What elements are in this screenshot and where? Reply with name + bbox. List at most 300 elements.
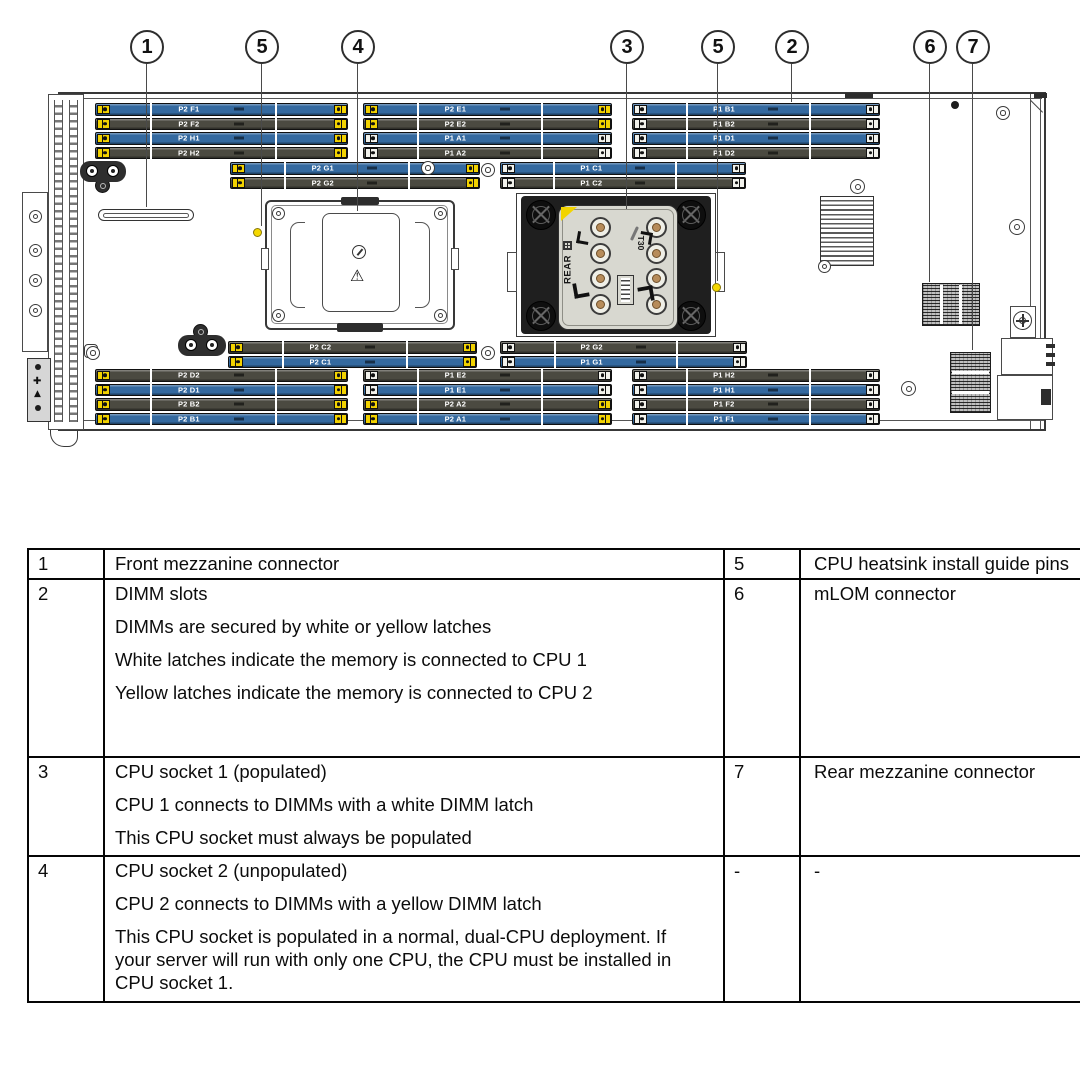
- table-text: CPU socket 2 (unpopulated): [115, 860, 348, 881]
- dimm-latch-icon: [634, 134, 647, 144]
- slot-divider: [275, 147, 277, 160]
- panel-button-icon: [35, 405, 41, 411]
- slot-notch: [234, 151, 244, 154]
- dimm-slot-label: P2 G1: [311, 163, 334, 173]
- dimm-slot-label: P1 B2: [713, 119, 735, 128]
- heatsink-screw-icon: [646, 243, 667, 264]
- dimm-latch-icon: [334, 134, 347, 144]
- cpu-heatsink-guide-pin: [253, 228, 262, 237]
- panel-button-icon: [35, 364, 41, 370]
- heatsink-screw-icon: [590, 243, 611, 264]
- table-row: [28, 549, 1080, 579]
- dimm-latch-icon: [97, 414, 110, 424]
- board-screw-icon: [901, 381, 916, 396]
- dimm-latch-icon: [97, 148, 110, 158]
- motherboard-diagram: [0, 0, 1080, 470]
- slot-notch: [234, 122, 244, 125]
- rear-mezzanine-divider: [952, 371, 989, 374]
- dimm-latch-icon: [463, 357, 476, 367]
- chassis-top-tab: [845, 93, 873, 98]
- dimm-latch-icon: [97, 371, 110, 381]
- dimm-slot-P2-G1: [230, 162, 480, 175]
- slot-divider: [541, 147, 543, 160]
- callout-number-cell: 2: [28, 579, 104, 757]
- slot-notch: [367, 181, 377, 184]
- slot-divider: [809, 118, 811, 131]
- midplane-pin-column: [54, 100, 63, 422]
- callout-7-circle: 7: [956, 30, 990, 64]
- dimm-slot-label: P2 C1: [309, 357, 332, 366]
- callout-2-circle: 2: [775, 30, 809, 64]
- dimm-slot-P2-C1: [228, 356, 477, 369]
- socket-latch-wing: [415, 222, 430, 308]
- dimm-slot-P2-B1: [95, 413, 348, 426]
- callout-3-circle: 3: [610, 30, 644, 64]
- slot-notch: [365, 346, 375, 349]
- dimm-latch-icon: [502, 178, 515, 188]
- panel-hole: [29, 244, 42, 257]
- socket-corner-screw-icon: [434, 207, 447, 220]
- dimm-latch-icon: [230, 343, 243, 353]
- slot-notch: [500, 137, 510, 140]
- board-screw-icon: [86, 346, 100, 360]
- callout-5-leader-line: [261, 64, 262, 226]
- slot-notch: [768, 403, 778, 406]
- dimm-slot-P1-B1: [632, 103, 880, 116]
- slot-divider: [406, 356, 408, 369]
- dimm-slot-P2-G2: [500, 341, 747, 354]
- dimm-slot-label: P1 D2: [713, 148, 735, 157]
- slot-divider: [809, 147, 811, 160]
- slot-notch: [234, 374, 244, 377]
- slot-divider: [809, 103, 811, 116]
- dimm-slot-P1-D1: [632, 132, 880, 145]
- slot-notch: [768, 417, 778, 420]
- edge-connector-pin: [1046, 344, 1055, 348]
- dimm-slot-label: P2 F1: [178, 104, 200, 114]
- dimm-slot-P1-B2: [632, 118, 880, 131]
- torque-label: T30: [636, 235, 646, 251]
- dimm-slot-P1-H2: [632, 369, 880, 382]
- front-mezzanine-slot: [103, 213, 189, 218]
- dimm-latch-icon: [502, 164, 515, 174]
- description-cell: [104, 579, 724, 757]
- table-row: [28, 757, 1080, 856]
- rear-label: REAR: [562, 255, 574, 284]
- description-cell: [104, 757, 724, 856]
- callout-number-cell: 7: [724, 757, 800, 856]
- bracket-side-tab: [507, 252, 517, 292]
- callout-number-cell: 4: [28, 856, 104, 1002]
- slot-notch: [234, 108, 244, 111]
- dimm-slot-P2-F1: [95, 103, 348, 116]
- dimm-latch-icon: [598, 414, 611, 424]
- dimm-slot-P2-G2: [230, 177, 480, 190]
- slot-notch: [500, 122, 510, 125]
- front-mezzanine-connector: [98, 209, 194, 221]
- dimm-slot-P1-E1: [363, 384, 612, 397]
- description-cell: [800, 856, 1080, 1002]
- heatsink-screw-icon: [590, 294, 611, 315]
- dimm-slot-label: P1 C1: [580, 163, 603, 173]
- dimm-latch-icon: [365, 148, 378, 158]
- dimm-latch-icon: [866, 134, 879, 144]
- table-text: DIMM slots: [115, 583, 208, 604]
- heatsink-center-label: [617, 275, 634, 305]
- dimm-slot-label: P2 F2: [178, 119, 200, 128]
- dimm-slot-label: P1 D1: [713, 133, 735, 143]
- socket-latch-wing: [290, 222, 305, 308]
- table-text: White latches indicate the memory is connected to CPU 1: [115, 649, 587, 670]
- slot-divider: [541, 369, 543, 382]
- callout-number-cell: -: [724, 856, 800, 1002]
- table-text: This CPU socket must always be populated: [115, 827, 472, 848]
- rear-mezzanine-connector: [950, 352, 991, 413]
- table-text: CPU 2 connects to DIMMs with a yellow DIMM latch: [115, 893, 542, 914]
- dimm-latch-icon: [232, 164, 245, 174]
- dimm-latch-icon: [866, 385, 879, 395]
- slot-notch: [635, 181, 645, 184]
- dimm-latch-icon: [598, 134, 611, 144]
- dimm-slot-P2-F2: [95, 118, 348, 131]
- dimm-latch-icon: [598, 148, 611, 158]
- dimm-latch-icon: [97, 105, 110, 115]
- table-text: This CPU socket is populated in a normal, dual-CPU deployment. If your server will run with only one CPU, the CPU must be installed in CPU socket 1.: [115, 926, 672, 993]
- slot-notch: [234, 417, 244, 420]
- dimm-latch-icon: [634, 414, 647, 424]
- heatsink-corner-post: [676, 200, 706, 230]
- description-cell: [800, 549, 1080, 579]
- table-text: CPU heatsink install guide pins: [814, 553, 1070, 574]
- panel-hole: [29, 210, 42, 223]
- socket-top-tab: [341, 197, 379, 205]
- dimm-slot-label: P2 H2: [177, 148, 200, 157]
- socket-corner-screw-icon: [272, 207, 285, 220]
- slot-divider: [275, 118, 277, 131]
- dimm-slot-P2-D2: [95, 369, 348, 382]
- dimm-slot-label: P1 F2: [713, 399, 735, 409]
- chassis-top-tab-2: [1034, 93, 1047, 98]
- callout-5-circle: 5: [245, 30, 279, 64]
- table-text: Yellow latches indicate the memory is connected to CPU 2: [115, 682, 593, 703]
- boss-screw-icon: [107, 165, 119, 177]
- table-text: DIMMs are secured by white or yellow latches: [115, 616, 492, 637]
- slot-notch: [234, 137, 244, 140]
- dimm-latch-icon: [232, 178, 245, 188]
- dimm-slot-P2-A1: [363, 413, 612, 426]
- dimm-latch-icon: [634, 371, 647, 381]
- heatsink-corner-post: [526, 200, 556, 230]
- slot-divider: [408, 162, 410, 175]
- dimm-slot-label: P1 A2: [444, 148, 467, 157]
- edge-connector-key: [1041, 389, 1051, 405]
- slot-divider: [541, 103, 543, 116]
- dimm-latch-icon: [365, 371, 378, 381]
- table-text: Rear mezzanine connector: [814, 761, 1036, 782]
- dimm-slot-P2-E2: [363, 118, 612, 131]
- dimm-slot-P1-C1: [500, 162, 746, 175]
- dimm-latch-icon: [334, 119, 347, 129]
- boss-screw-icon: [86, 165, 98, 177]
- callout-1-leader-line: [146, 64, 147, 207]
- callout-number-cell: 1: [28, 549, 104, 579]
- panel-hole: [29, 304, 42, 317]
- dimm-latch-icon: [334, 400, 347, 410]
- dimm-slot-label: P2 E1: [444, 104, 467, 114]
- dimm-latch-icon: [230, 357, 243, 367]
- dimm-slot-P1-E2: [363, 369, 612, 382]
- board-screw-icon: [481, 163, 495, 177]
- dimm-slot-P1-H1: [632, 384, 880, 397]
- torque-sequence-arrow-icon: [576, 231, 590, 245]
- table-text: mLOM connector: [814, 583, 956, 604]
- slot-divider: [275, 369, 277, 382]
- dimm-latch-icon: [732, 164, 745, 174]
- slot-notch: [500, 108, 510, 111]
- slot-notch: [768, 374, 778, 377]
- dimm-latch-icon: [598, 371, 611, 381]
- socket-side-tab: [451, 248, 459, 270]
- dimm-slot-label: P1 B1: [713, 104, 735, 114]
- dimm-latch-icon: [334, 385, 347, 395]
- dimm-slot-P1-F2: [632, 398, 880, 411]
- callout-7-leader-line: [972, 64, 973, 350]
- dimm-slot-label: P1 E1: [444, 385, 467, 394]
- socket-center-screw-icon: [352, 245, 366, 259]
- slot-divider: [275, 103, 277, 116]
- chipset-heatsink: [820, 196, 874, 266]
- heatsink-screw-icon: [590, 268, 611, 289]
- chassis-top-inner-line: [62, 98, 1042, 99]
- dimm-slot-label: P2 D1: [177, 385, 200, 394]
- table-text: -: [814, 860, 821, 881]
- table-row: [28, 856, 1080, 1002]
- dimm-slot-label: P2 D2: [177, 370, 200, 380]
- dimm-latch-icon: [866, 414, 879, 424]
- slot-divider: [408, 177, 410, 190]
- slot-divider: [809, 132, 811, 145]
- slot-divider: [541, 413, 543, 426]
- dimm-slot-P2-B2: [95, 398, 348, 411]
- dimm-latch-icon: [502, 343, 515, 353]
- heatsink-screw-icon: [590, 217, 611, 238]
- slot-divider: [809, 398, 811, 411]
- slot-notch: [500, 403, 510, 406]
- dimm-slot-label: P1 H2: [713, 370, 735, 380]
- dimm-slot-label: P2 E2: [444, 119, 467, 128]
- dimm-latch-icon: [365, 400, 378, 410]
- socket-corner-screw-icon: [434, 309, 447, 322]
- socket-side-tab: [261, 248, 269, 270]
- dimm-latch-icon: [598, 105, 611, 115]
- boss-screw-icon: [206, 339, 218, 351]
- dimm-latch-icon: [97, 385, 110, 395]
- callout-2-leader-line: [791, 64, 792, 102]
- callout-6-leader-line: [929, 64, 930, 282]
- callout-number-cell: 5: [724, 549, 800, 579]
- dimm-slot-P1-F1: [632, 413, 880, 426]
- slot-notch: [768, 108, 778, 111]
- midplane-pin-column: [69, 100, 78, 422]
- slot-divider: [809, 369, 811, 382]
- dimm-latch-icon: [866, 105, 879, 115]
- dimm-slot-label: P1 E2: [444, 370, 467, 380]
- slot-divider: [275, 413, 277, 426]
- dimm-latch-icon: [634, 105, 647, 115]
- callout-5-circle: 5: [701, 30, 735, 64]
- dimm-slot-P2-D1: [95, 384, 348, 397]
- heatsink-corner-post: [526, 301, 556, 331]
- dimm-slot-label: P1 H1: [713, 385, 735, 394]
- dimm-latch-icon: [598, 119, 611, 129]
- dimm-latch-icon: [365, 134, 378, 144]
- slot-notch: [500, 388, 510, 391]
- dimm-latch-icon: [634, 385, 647, 395]
- callout-1-circle: 1: [130, 30, 164, 64]
- cpu-heatsink-guide-pin: [712, 283, 721, 292]
- slot-divider: [676, 341, 678, 354]
- dimm-slot-P1-A2: [363, 147, 612, 160]
- boss-screw-icon: [185, 339, 197, 351]
- dimm-latch-icon: [466, 164, 479, 174]
- dimm-latch-icon: [732, 178, 745, 188]
- slot-divider: [275, 132, 277, 145]
- slot-notch: [635, 167, 645, 170]
- retention-screw-cross: [1016, 320, 1029, 322]
- slot-notch: [768, 137, 778, 140]
- dimm-slot-P1-G1: [500, 356, 747, 369]
- dimm-latch-icon: [866, 371, 879, 381]
- callout-number-cell: 3: [28, 757, 104, 856]
- table-text: CPU socket 1 (populated): [115, 761, 327, 782]
- slot-divider: [406, 341, 408, 354]
- dimm-latch-icon: [365, 385, 378, 395]
- dimm-slot-label: P2 H1: [177, 133, 200, 143]
- socket-bottom-tab: [337, 323, 383, 332]
- dimm-latch-icon: [365, 119, 378, 129]
- dimm-latch-icon: [502, 357, 515, 367]
- slot-notch: [636, 360, 646, 363]
- warning-triangle-icon: ⚠: [350, 266, 365, 285]
- slot-divider: [541, 384, 543, 397]
- slot-divider: [275, 398, 277, 411]
- dimm-latch-icon: [733, 343, 746, 353]
- description-cell: [104, 549, 724, 579]
- slot-notch: [234, 403, 244, 406]
- slot-divider: [541, 132, 543, 145]
- dimm-slot-P2-H2: [95, 147, 348, 160]
- slot-notch: [500, 417, 510, 420]
- dimm-latch-icon: [466, 178, 479, 188]
- callout-4-leader-line: [357, 64, 358, 211]
- slot-divider: [809, 413, 811, 426]
- dimm-latch-icon: [365, 105, 378, 115]
- board-screw-icon: [1009, 219, 1025, 235]
- dimm-slot-label: P2 G2: [311, 178, 334, 187]
- heatsink-corner-post: [676, 301, 706, 331]
- dimm-latch-icon: [334, 105, 347, 115]
- dimm-slot-P2-E1: [363, 103, 612, 116]
- edge-connector-pin: [1046, 353, 1055, 357]
- mlom-divider: [940, 285, 943, 324]
- dimm-slot-label: P1 G1: [580, 357, 603, 366]
- screw-boss: [80, 161, 126, 182]
- dimm-slot-label: P1 C2: [580, 178, 603, 187]
- board-screw-icon: [481, 346, 495, 360]
- slot-notch: [367, 167, 377, 170]
- dimm-latch-icon: [97, 134, 110, 144]
- torque-sequence-arrow-icon: [572, 281, 589, 298]
- slot-notch: [365, 360, 375, 363]
- slot-notch: [636, 346, 646, 349]
- dimm-latch-icon: [598, 400, 611, 410]
- dimm-latch-icon: [866, 119, 879, 129]
- callout-6-circle: 6: [913, 30, 947, 64]
- board-dot: [951, 101, 959, 109]
- board-screw-icon: [996, 106, 1010, 120]
- dimm-latch-icon: [866, 400, 879, 410]
- plus-icon: ✚: [33, 376, 42, 387]
- callout-3-leader-line: [626, 64, 627, 209]
- panel-hole: [29, 274, 42, 287]
- dimm-latch-icon: [97, 119, 110, 129]
- heatsink-pin-icon: [850, 179, 865, 194]
- slot-notch: [500, 151, 510, 154]
- dimm-slot-label: P2 A1: [444, 414, 467, 423]
- slot-notch: [234, 388, 244, 391]
- dimm-slot-P1-D2: [632, 147, 880, 160]
- dimm-slot-label: P2 A2: [444, 399, 467, 409]
- dimm-latch-icon: [866, 148, 879, 158]
- slot-divider: [675, 177, 677, 190]
- slot-divider: [676, 356, 678, 369]
- table-text: Front mezzanine connector: [115, 553, 340, 574]
- slot-notch: [768, 122, 778, 125]
- dimm-slot-label: P2 B1: [177, 414, 200, 423]
- dimm-slot-label: P1 F1: [713, 414, 735, 423]
- slot-divider: [809, 384, 811, 397]
- dimm-latch-icon: [334, 148, 347, 158]
- callout-5-leader-line: [717, 64, 718, 281]
- slot-notch: [768, 388, 778, 391]
- table-row: [28, 579, 1080, 757]
- dimm-latch-icon: [97, 400, 110, 410]
- triangle-icon: ▲: [34, 389, 41, 399]
- table-text: CPU 1 connects to DIMMs with a white DIMM latch: [115, 794, 534, 815]
- dimm-slot-P2-C2: [228, 341, 477, 354]
- dimm-slot-label: P2 C2: [309, 342, 332, 352]
- callout-number-cell: 6: [724, 579, 800, 757]
- slot-divider: [275, 384, 277, 397]
- dimm-slot-P2-H1: [95, 132, 348, 145]
- screw-boss: [178, 335, 226, 356]
- dimm-slot-P1-A1: [363, 132, 612, 145]
- slot-notch: [768, 151, 778, 154]
- dimm-slot-label: P1 A1: [444, 133, 467, 143]
- socket-corner-screw-icon: [272, 309, 285, 322]
- description-cell: [800, 579, 1080, 757]
- heatsink-pin-icon: [818, 260, 831, 273]
- rear-mezzanine-divider: [952, 391, 989, 394]
- dimm-slot-label: P2 B2: [177, 399, 200, 409]
- dimm-slot-label: P2 G2: [580, 342, 603, 352]
- dimm-latch-icon: [463, 343, 476, 353]
- legend-table: [27, 548, 1080, 1003]
- dimm-latch-icon: [334, 414, 347, 424]
- mlom-divider: [959, 285, 962, 324]
- dimm-slot-P1-C2: [500, 177, 746, 190]
- dimm-latch-icon: [598, 385, 611, 395]
